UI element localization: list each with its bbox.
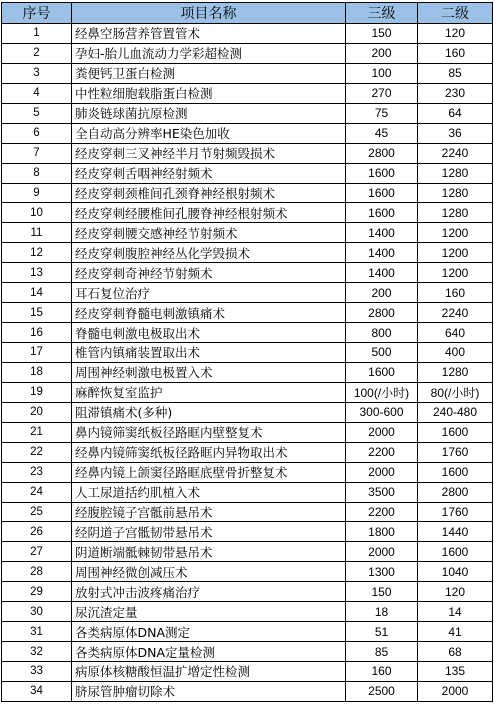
row-level-three-price: 2800 xyxy=(346,303,418,323)
row-level-two-price: 14 xyxy=(418,602,493,622)
row-index: 4 xyxy=(2,83,72,103)
row-level-two-price: 135 xyxy=(418,662,493,682)
table-row xyxy=(2,422,493,442)
row-level-two-price: 400 xyxy=(418,343,493,363)
row-item-name: 经皮穿刺腹腔神经丛化学毁损术 xyxy=(72,243,346,263)
table-row xyxy=(2,362,493,382)
table-row xyxy=(2,143,493,163)
row-item-name: 全自动高分辨率HE染色加收 xyxy=(72,123,346,143)
row-level-two-price: 1200 xyxy=(418,263,493,283)
row-item-name: 椎管内镇痛装置取出术 xyxy=(72,343,346,363)
row-index: 16 xyxy=(2,323,72,343)
row-level-two-price: 1600 xyxy=(418,422,493,442)
row-level-three-price: 1600 xyxy=(346,163,418,183)
row-index: 15 xyxy=(2,303,72,323)
row-item-name: 经皮穿刺经腰椎间孔腰脊神经根射频术 xyxy=(72,203,346,223)
table-row xyxy=(2,382,493,402)
table-row xyxy=(2,622,493,642)
row-level-two-price: 640 xyxy=(418,323,493,343)
row-item-name: 尿沉渣定量 xyxy=(72,602,346,622)
table-row xyxy=(2,283,493,303)
row-level-two-price: 36 xyxy=(418,123,493,143)
row-level-two-price: 1440 xyxy=(418,522,493,542)
row-level-two-price: 1280 xyxy=(418,203,493,223)
row-level-two-price: 160 xyxy=(418,283,493,303)
row-item-name: 肺炎链球菌抗原检测 xyxy=(72,103,346,123)
row-level-two-price: 64 xyxy=(418,103,493,123)
row-index: 14 xyxy=(2,283,72,303)
row-level-two-price: 1600 xyxy=(418,542,493,562)
table-row xyxy=(2,642,493,662)
row-level-three-price: 270 xyxy=(346,83,418,103)
row-level-three-price: 300-600 xyxy=(346,402,418,422)
row-level-three-price: 160 xyxy=(346,662,418,682)
row-item-name: 人工尿道括约肌植入术 xyxy=(72,482,346,502)
row-level-two-price: 240-480 xyxy=(418,402,493,422)
row-index: 11 xyxy=(2,223,72,243)
row-item-name: 阴道断端骶棘韧带悬吊术 xyxy=(72,542,346,562)
table-row xyxy=(2,502,493,522)
row-level-three-price: 2200 xyxy=(346,502,418,522)
row-item-name: 各类病原体DNA定量检测 xyxy=(72,642,346,662)
row-item-name: 鼻内镜筛窦纸板径路眶内壁整复术 xyxy=(72,422,346,442)
table-row xyxy=(2,323,493,343)
row-level-two-price: 1200 xyxy=(418,243,493,263)
row-item-name: 周围神经微创减压术 xyxy=(72,562,346,582)
row-level-three-price: 1800 xyxy=(346,522,418,542)
row-item-name: 经鼻内镜上颌窦径路眶底壁骨折整复术 xyxy=(72,462,346,482)
row-level-two-price: 2240 xyxy=(418,143,493,163)
row-level-two-price: 1200 xyxy=(418,223,493,243)
table-row xyxy=(2,183,493,203)
table-row xyxy=(2,662,493,682)
row-index: 19 xyxy=(2,382,72,402)
row-level-two-price: 1760 xyxy=(418,502,493,522)
table-body xyxy=(2,24,493,702)
row-level-three-price: 150 xyxy=(346,24,418,44)
row-index: 25 xyxy=(2,502,72,522)
row-index: 1 xyxy=(2,24,72,44)
row-index: 2 xyxy=(2,43,72,63)
table-row xyxy=(2,681,493,701)
row-item-name: 麻醉恢复室监护 xyxy=(72,382,346,402)
row-level-three-price: 1600 xyxy=(346,362,418,382)
row-level-two-price: 2000 xyxy=(418,681,493,701)
row-item-name: 经腹腔镜子宫骶前悬吊术 xyxy=(72,502,346,522)
row-level-two-price: 120 xyxy=(418,582,493,602)
table-row xyxy=(2,63,493,83)
row-level-three-price: 2000 xyxy=(346,422,418,442)
table-row xyxy=(2,24,493,44)
row-level-three-price: 18 xyxy=(346,602,418,622)
row-level-three-price: 100 xyxy=(346,63,418,83)
row-index: 23 xyxy=(2,462,72,482)
header-level-three: 三级 xyxy=(346,3,418,24)
row-item-name: 经皮穿刺奇神经节射频术 xyxy=(72,263,346,283)
row-level-three-price: 3500 xyxy=(346,482,418,502)
row-level-two-price: 85 xyxy=(418,63,493,83)
row-level-three-price: 200 xyxy=(346,283,418,303)
row-level-three-price: 200 xyxy=(346,43,418,63)
table-row xyxy=(2,602,493,622)
row-level-two-price: 160 xyxy=(418,43,493,63)
row-item-name: 经鼻内镜筛窦纸板径路眶内异物取出术 xyxy=(72,442,346,462)
row-level-three-price: 2000 xyxy=(346,462,418,482)
header-row xyxy=(2,3,493,24)
row-level-three-price: 2000 xyxy=(346,542,418,562)
row-level-three-price: 1300 xyxy=(346,562,418,582)
row-level-two-price: 2240 xyxy=(418,303,493,323)
row-level-three-price: 2500 xyxy=(346,681,418,701)
table-row xyxy=(2,542,493,562)
row-item-name: 孕妇-胎儿血流动力学彩超检测 xyxy=(72,43,346,63)
row-level-three-price: 100(/小时) xyxy=(346,382,418,402)
row-item-name: 阻滞镇痛术(多种) xyxy=(72,402,346,422)
row-item-name: 经皮穿刺舌咽神经射频术 xyxy=(72,163,346,183)
row-level-two-price: 80(/小时) xyxy=(418,382,493,402)
row-level-three-price: 1400 xyxy=(346,263,418,283)
header-index: 序号 xyxy=(2,3,72,24)
row-index: 26 xyxy=(2,522,72,542)
row-level-two-price: 1280 xyxy=(418,183,493,203)
table-row xyxy=(2,43,493,63)
row-item-name: 经皮穿刺脊髓电刺激镇痛术 xyxy=(72,303,346,323)
fee-table xyxy=(1,2,493,702)
row-level-two-price: 1600 xyxy=(418,462,493,482)
row-level-two-price: 1040 xyxy=(418,562,493,582)
table-row xyxy=(2,402,493,422)
table-row xyxy=(2,303,493,323)
row-level-three-price: 1600 xyxy=(346,203,418,223)
row-level-two-price: 230 xyxy=(418,83,493,103)
row-item-name: 经鼻空肠营养管置管术 xyxy=(72,24,346,44)
row-index: 20 xyxy=(2,402,72,422)
header-item-name: 项目名称 xyxy=(72,3,346,24)
table-row xyxy=(2,522,493,542)
row-item-name: 中性粒细胞载脂蛋白检测 xyxy=(72,83,346,103)
row-item-name: 各类病原体DNA测定 xyxy=(72,622,346,642)
table-row xyxy=(2,83,493,103)
row-index: 12 xyxy=(2,243,72,263)
row-level-three-price: 85 xyxy=(346,642,418,662)
row-index: 28 xyxy=(2,562,72,582)
row-level-three-price: 45 xyxy=(346,123,418,143)
row-level-three-price: 150 xyxy=(346,582,418,602)
row-item-name: 放射式冲击波疼痛治疗 xyxy=(72,582,346,602)
table-row xyxy=(2,243,493,263)
row-index: 3 xyxy=(2,63,72,83)
row-level-two-price: 1280 xyxy=(418,362,493,382)
row-level-three-price: 1400 xyxy=(346,223,418,243)
table-row xyxy=(2,442,493,462)
row-level-three-price: 1400 xyxy=(346,243,418,263)
header-level-two: 二级 xyxy=(418,3,493,24)
table-row xyxy=(2,103,493,123)
row-level-two-price: 2800 xyxy=(418,482,493,502)
row-index: 7 xyxy=(2,143,72,163)
row-index: 8 xyxy=(2,163,72,183)
row-item-name: 粪便钙卫蛋白检测 xyxy=(72,63,346,83)
row-level-two-price: 68 xyxy=(418,642,493,662)
row-item-name: 经皮穿刺三叉神经半月节射频毁损术 xyxy=(72,143,346,163)
row-index: 22 xyxy=(2,442,72,462)
row-index: 29 xyxy=(2,582,72,602)
row-level-three-price: 2800 xyxy=(346,143,418,163)
row-item-name: 脊髓电刺激电极取出术 xyxy=(72,323,346,343)
row-index: 32 xyxy=(2,642,72,662)
table-row xyxy=(2,163,493,183)
row-index: 33 xyxy=(2,662,72,682)
row-level-two-price: 41 xyxy=(418,622,493,642)
row-index: 13 xyxy=(2,263,72,283)
table-header xyxy=(2,3,493,24)
row-index: 30 xyxy=(2,602,72,622)
table-row xyxy=(2,482,493,502)
table-row xyxy=(2,562,493,582)
row-item-name: 耳石复位治疗 xyxy=(72,283,346,303)
row-item-name: 经皮穿刺颈椎间孔颈脊神经根射频术 xyxy=(72,183,346,203)
row-item-name: 经皮穿刺腰交感神经节射频术 xyxy=(72,223,346,243)
row-level-two-price: 1280 xyxy=(418,163,493,183)
row-index: 5 xyxy=(2,103,72,123)
table-row xyxy=(2,123,493,143)
row-index: 6 xyxy=(2,123,72,143)
row-index: 31 xyxy=(2,622,72,642)
row-level-two-price: 120 xyxy=(418,24,493,44)
row-index: 17 xyxy=(2,343,72,363)
table-row xyxy=(2,263,493,283)
row-index: 27 xyxy=(2,542,72,562)
row-index: 9 xyxy=(2,183,72,203)
row-item-name: 病原体核糖酸恒温扩增定性检测 xyxy=(72,662,346,682)
table-row xyxy=(2,223,493,243)
row-index: 34 xyxy=(2,681,72,701)
row-item-name: 脐尿管肿瘤切除术 xyxy=(72,681,346,701)
row-index: 10 xyxy=(2,203,72,223)
table-row xyxy=(2,582,493,602)
row-index: 21 xyxy=(2,422,72,442)
row-level-three-price: 2200 xyxy=(346,442,418,462)
table-row xyxy=(2,462,493,482)
row-index: 24 xyxy=(2,482,72,502)
row-level-three-price: 51 xyxy=(346,622,418,642)
table-row xyxy=(2,203,493,223)
table-row xyxy=(2,343,493,363)
row-level-three-price: 800 xyxy=(346,323,418,343)
row-item-name: 经阴道子宫骶韧带悬吊术 xyxy=(72,522,346,542)
row-item-name: 周围神经刺激电极置入术 xyxy=(72,362,346,382)
row-level-three-price: 1600 xyxy=(346,183,418,203)
row-level-two-price: 1760 xyxy=(418,442,493,462)
row-level-three-price: 75 xyxy=(346,103,418,123)
row-index: 18 xyxy=(2,362,72,382)
row-level-three-price: 500 xyxy=(346,343,418,363)
